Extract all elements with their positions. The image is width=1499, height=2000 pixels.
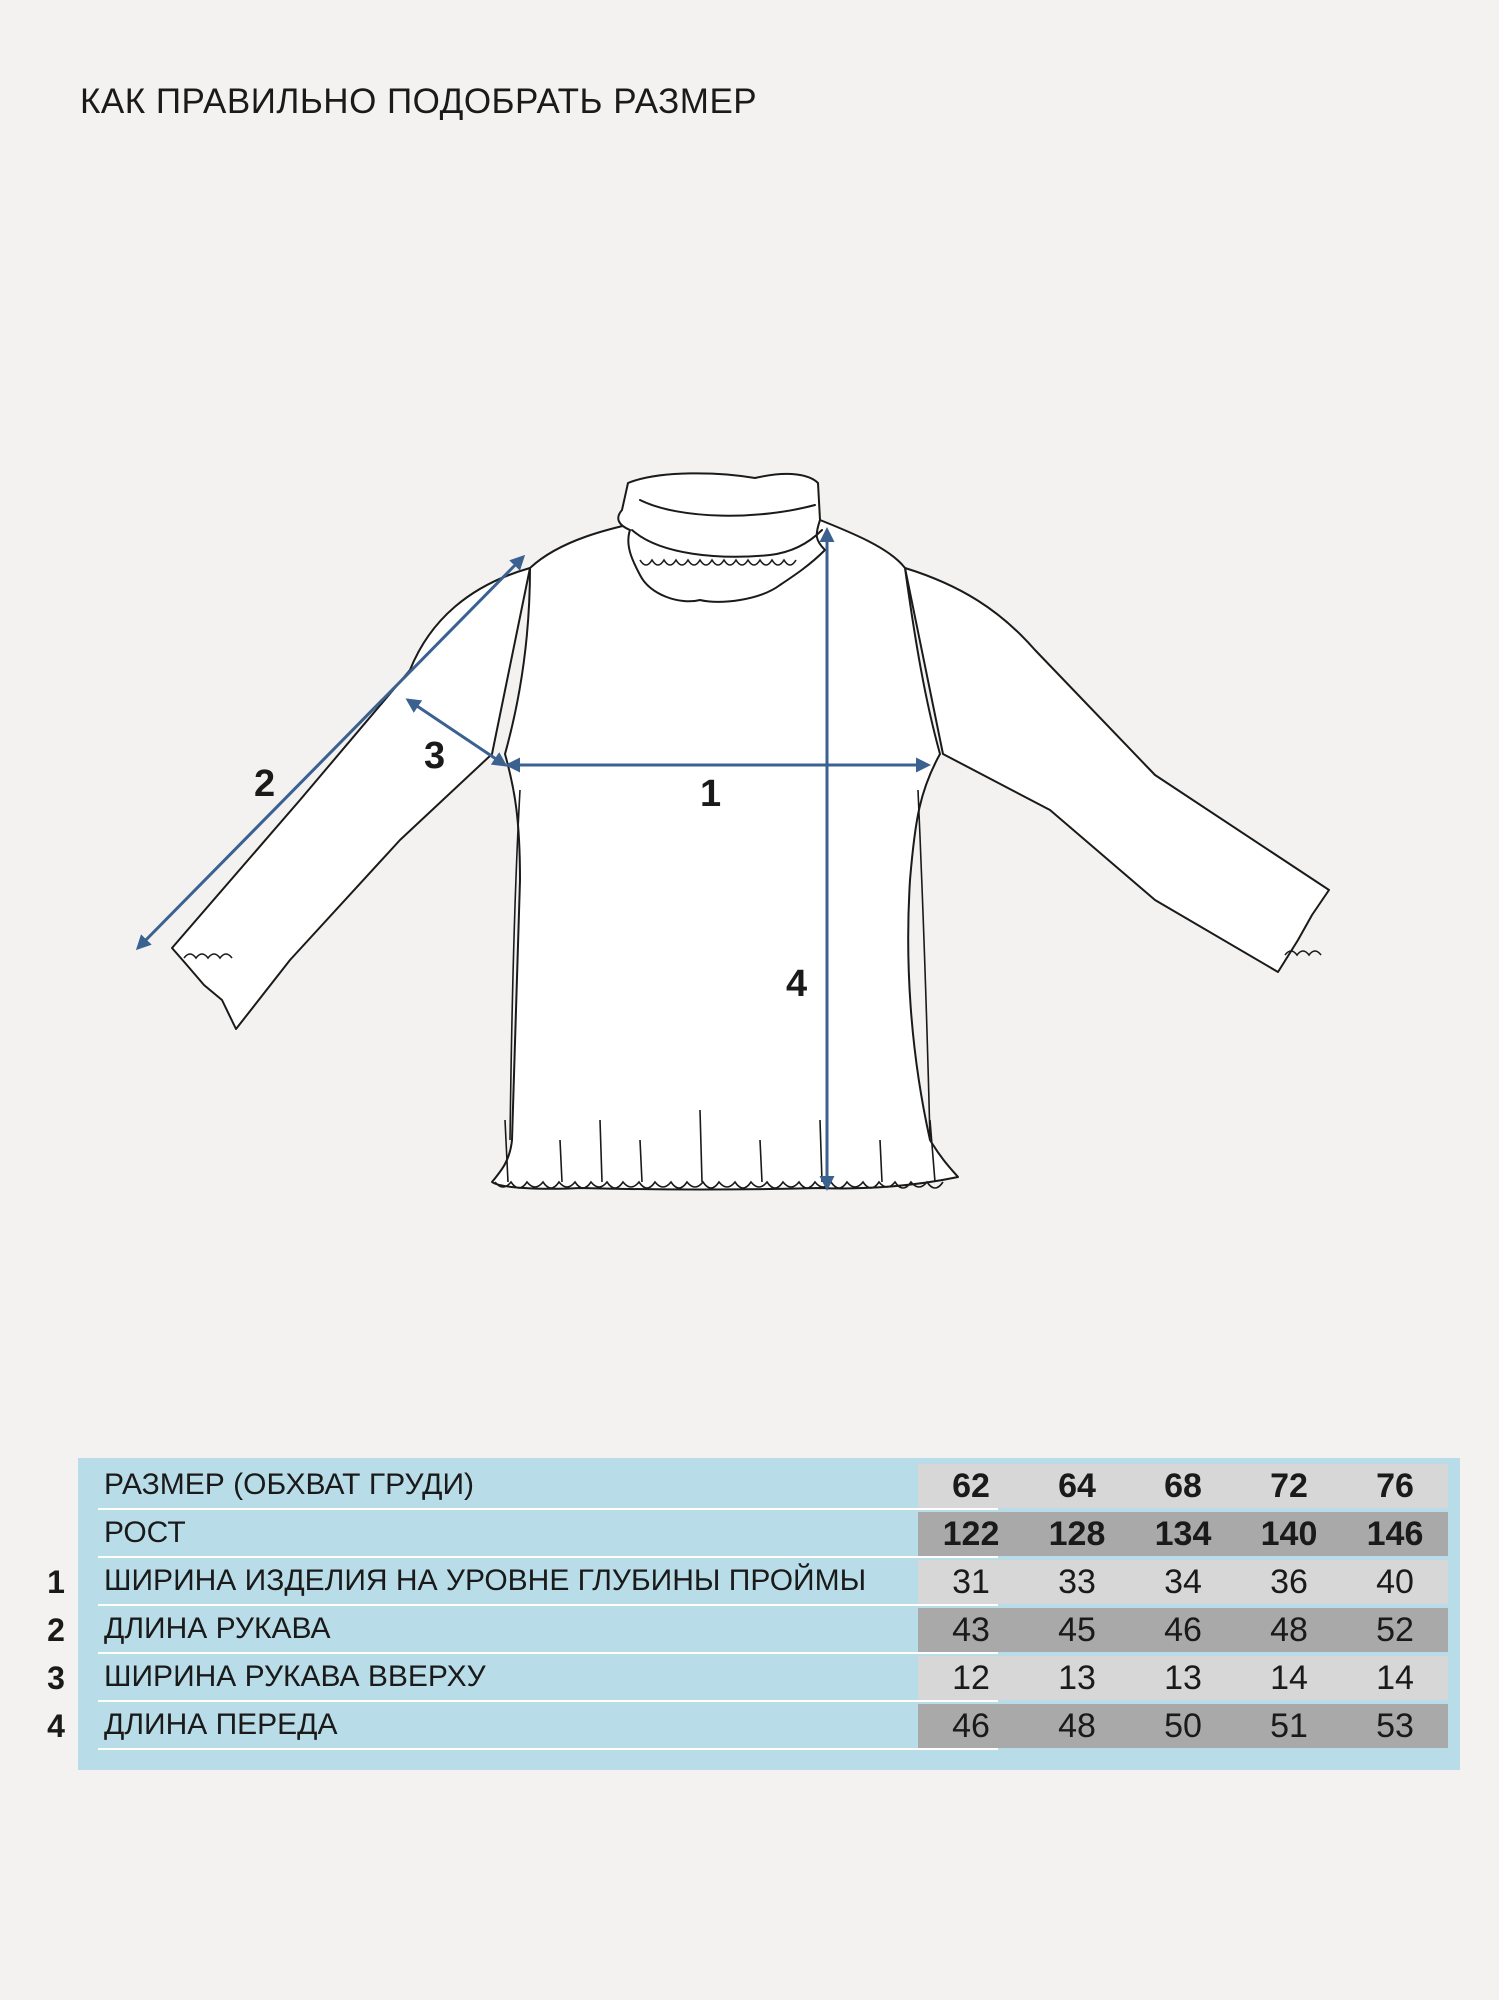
row-values bbox=[918, 1560, 1448, 1604]
row-values bbox=[918, 1656, 1448, 1700]
table-cell: 128 bbox=[1048, 1515, 1106, 1553]
row-values bbox=[918, 1464, 1448, 1508]
size-table bbox=[78, 1458, 1460, 1770]
row-values bbox=[918, 1704, 1448, 1748]
row-label: ДЛИНА ПЕРЕДА bbox=[104, 1708, 338, 1741]
table-cell: 34 bbox=[1164, 1563, 1202, 1601]
table-cell: 122 bbox=[942, 1515, 1000, 1553]
table-cell: 36 bbox=[1270, 1563, 1308, 1601]
table-cell: 53 bbox=[1376, 1707, 1414, 1745]
page-title: КАК ПРАВИЛЬНО ПОДОБРАТЬ РАЗМЕР bbox=[80, 82, 758, 121]
table-cell: 33 bbox=[1058, 1563, 1096, 1601]
label-2: 2 bbox=[254, 763, 276, 805]
table-cell: 52 bbox=[1376, 1611, 1414, 1649]
row-number: 3 bbox=[47, 1660, 65, 1696]
row-label: РОСТ bbox=[104, 1516, 186, 1549]
right-sleeve bbox=[905, 568, 1329, 972]
table-cell: 68 bbox=[1164, 1467, 1202, 1505]
table-cell: 134 bbox=[1154, 1515, 1212, 1553]
label-1: 1 bbox=[700, 773, 722, 815]
row-divider bbox=[98, 1748, 998, 1750]
table-row bbox=[78, 1654, 1460, 1702]
table-cell: 14 bbox=[1270, 1659, 1308, 1697]
sweater-outline bbox=[172, 473, 1329, 1189]
label-4: 4 bbox=[786, 963, 808, 1005]
label-3: 3 bbox=[424, 735, 446, 777]
table-cell: 48 bbox=[1270, 1611, 1308, 1649]
table-cell: 48 bbox=[1058, 1707, 1096, 1745]
table-cell: 72 bbox=[1270, 1467, 1308, 1505]
table-cell: 13 bbox=[1164, 1659, 1202, 1697]
table-cell: 46 bbox=[952, 1707, 990, 1745]
table-cell: 13 bbox=[1058, 1659, 1096, 1697]
table-cell: 64 bbox=[1058, 1467, 1096, 1505]
left-sleeve bbox=[172, 568, 530, 1029]
table-cell: 14 bbox=[1376, 1659, 1414, 1697]
table-cell: 146 bbox=[1366, 1515, 1424, 1553]
table-cell: 45 bbox=[1058, 1611, 1096, 1649]
row-label: ШИРИНА ИЗДЕЛИЯ НА УРОВНЕ ГЛУБИНЫ ПРОЙМЫ bbox=[104, 1564, 867, 1597]
table-cell: 50 bbox=[1164, 1707, 1202, 1745]
table-cell: 51 bbox=[1270, 1707, 1308, 1745]
table-cell: 46 bbox=[1164, 1611, 1202, 1649]
table-cell: 43 bbox=[952, 1611, 990, 1649]
row-label: ДЛИНА РУКАВА bbox=[104, 1612, 331, 1645]
table-row bbox=[78, 1462, 1460, 1510]
row-number: 4 bbox=[47, 1708, 65, 1744]
table-cell: 76 bbox=[1376, 1467, 1414, 1505]
table-row bbox=[78, 1702, 1460, 1750]
row-number: 1 bbox=[47, 1564, 65, 1600]
table-cell: 62 bbox=[952, 1467, 990, 1505]
row-values bbox=[918, 1512, 1448, 1556]
row-label: РАЗМЕР (ОБХВАТ ГРУДИ) bbox=[104, 1468, 475, 1501]
row-values bbox=[918, 1608, 1448, 1652]
body bbox=[492, 520, 958, 1190]
table-row bbox=[78, 1606, 1460, 1654]
table-row bbox=[78, 1510, 1460, 1558]
row-number: 2 bbox=[47, 1612, 65, 1648]
table-cell: 40 bbox=[1376, 1563, 1414, 1601]
table-row bbox=[78, 1558, 1460, 1606]
table-cell: 12 bbox=[952, 1659, 990, 1697]
row-label: ШИРИНА РУКАВА ВВЕРХУ bbox=[104, 1660, 486, 1693]
table-cell: 31 bbox=[952, 1563, 990, 1601]
table-cell: 140 bbox=[1260, 1515, 1318, 1553]
